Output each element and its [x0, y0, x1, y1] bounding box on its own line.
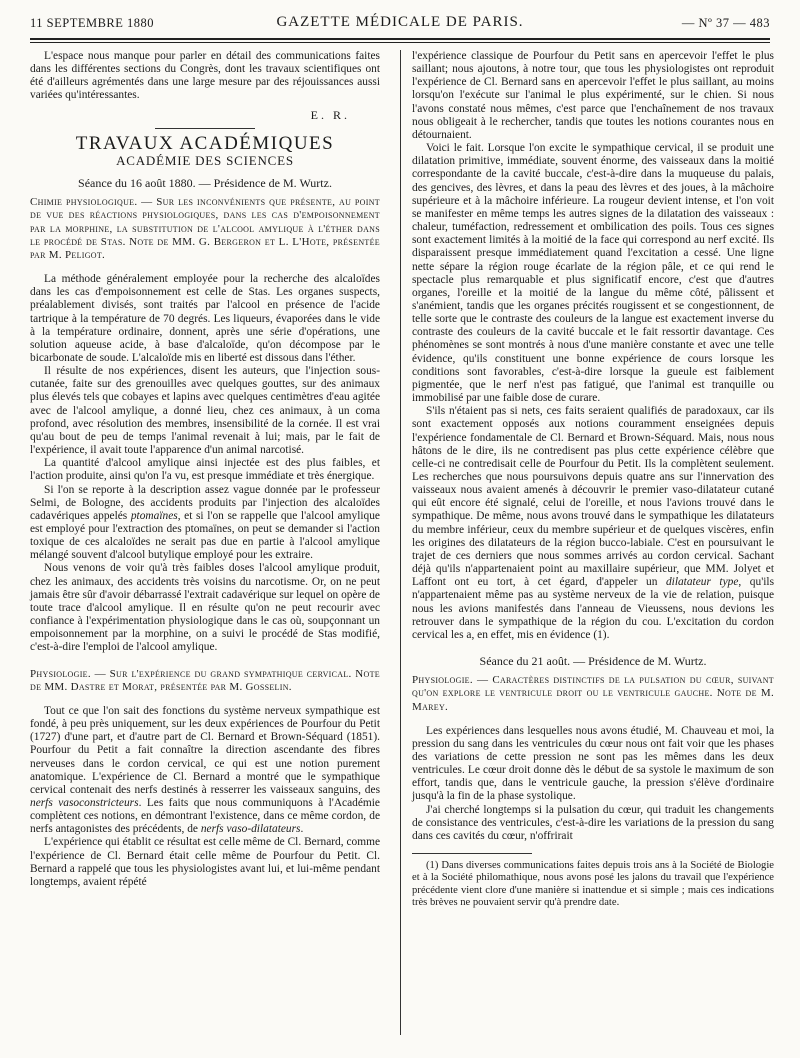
intro-paragraph: L'espace nous manque pour parler en détail des communications faites dans les différentes sections du Congrès, dont les travaux scientifiques ont été d'ailleurs agrémentés dans une large mesure par des réjouissances aussi variées qu'intéressantes. — [30, 50, 380, 102]
paragraph: Les expériences dans lesquelles nous avons étudié, M. Chauveau et moi, la pression du sang dans les ventricules du cœur nous ont fait voir que les phases des variations de cette pression ne sont pas les mêmes dans les deux ventricules. Le cœur droit donne dès le début de sa systole le maximum de son effort, tandis que, dans le ventricule gauche, la pression s'élève d'ordinaire jusqu'à la fin de la phase systolique. — [412, 724, 774, 803]
paragraph: La quantité d'alcool amylique ainsi injectée est des plus faibles, et l'action produite, ainsi qu'on l'a vu, est presque immédiate et très énergique. — [30, 457, 380, 483]
header-rule — [30, 38, 770, 40]
issue-date: 11 SEPTEMBRE 1880 — [30, 16, 155, 30]
paragraph: Nous venons de voir qu'à très faibles doses l'alcool amylique produit, chez les animaux, des accidents très voisins du narcotisme. Or, on ne peut jamais être sûr d'avoir débarrassé l'extrait cadavérique sur lequel on opère de toute trace d'alcool amylique. Il en résulte qu'on ne peut recourir avec confiance à l'expérimentation physiologique dans le cas où, soupçonnant un empoisonnement par la morphine, on a suivi le procédé de Stas modifié, c'est-à-dire l'emploi de l'alcool amylique. — [30, 562, 380, 654]
article-heading: Physiologie. — Sur l'expérience du grand sympathique cervical. Note de MM. Dastre et Morat, présentée par M. Gosselin. — [30, 667, 380, 693]
italic-term: nerfs vasoconstricteurs — [30, 796, 139, 809]
italic-term: dilatateur type — [665, 576, 739, 589]
italic-term: ptomaïnes — [130, 509, 178, 522]
author-signature: E. R. — [310, 107, 350, 122]
article-heading: Chimie physiologique. — Sur les inconvénients que présente, au point de vue des réactions physiologiques, dans les cas d'empoisonnement par la morphine, la substitution de l'alcool amylique à l'éther dans le procédé de Stas. Note de MM. G. Bergeron et L. L'Hote, présentée par M. Peligot. — [30, 196, 380, 261]
seance-heading: Séance du 21 août. — Présidence de M. Wurtz. — [479, 654, 707, 669]
paragraph: Tout ce que l'on sait des fonctions du système nerveux sympathique est fondé, à peu près uniquement, sur les deux expériences de Pourfour du Petit (1727) d'une part, et d'autre part de Cl. Bernard et Brown-Séquard (1851). Pourfour du Petit a fait connaître la direction ascendante des fibres nerveuses dans le cordon cervical, ce qui est une notion purement anatomique. L'expérience de Cl. Bernard a montré que le sympathique cervical contenait des nerfs destinés à resserrer les vaisseaux sanguins, des nerfs vasoconstricteurs. Les faits que nous communiquons à l'Académie complètent ces notions, en démontrant l'existence, dans ce même cordon, de nerfs antagonistes des précédents, de nerfs vaso-dilatateurs. — [30, 704, 380, 836]
paragraph: J'ai cherché longtemps si la pulsation du cœur, qui traduit les changements de consistance des ventricules, c'est-à-dire les variations de la pression du sang dans ces cavités du cœur, n'offrirait — [412, 803, 774, 842]
paragraph: La méthode généralement employée pour la recherche des alcaloïdes dans les cas d'empoisonnement est celle de Stas. Les organes suspects, préalablement divisés, sont traités par l'alcool en présence de l'acide tartrique à la température de 70 degrés. Les liqueurs, évaporées dans le vide à la température ordinaire, donnent, après une série d'opérations, une solution aqueuse acide, à base d'alcaloïde, qu'on décompose par le bicarbonate de soude. L'alcaloïde mis en liberté est dissous dans l'éther. — [30, 273, 380, 364]
issue-page-number: — Nº 37 — 483 — [681, 16, 770, 30]
left-column — [30, 50, 380, 889]
footnote: (1) Dans diverses communications faites depuis trois ans à la Société de Biologie et à la Société philomathique, nous avons posé les jalons du travail que l'expérience précédente vient clore d'une manière si inattendue et si simple ; mais ces indications très brèves ne pouvaient servir qu'à prendre date. — [412, 860, 774, 909]
section-title: TRAVAUX ACADÉMIQUES — [75, 132, 335, 154]
paragraph: L'expérience qui établit ce résultat est celle même de Cl. Bernard, comme l'expérience de Cl. Bernard était celle même de Pourfour du Petit. Cl. Bernard a rappelé que tous les physiologistes avant lui, et lui-même pendant longtemps, avaient répété — [30, 836, 380, 888]
right-column — [412, 50, 774, 910]
paragraph: Si l'on se reporte à la description assez vague donnée par le professeur Selmi, de Bologne, des accidents produits par l'injection des alcaloïdes cadavériques appelés ptomaïnes, et si l'on se rappelle que l'alcool amylique est employé pour l'extraction des ptomaïnes, on peut se demander si l'action toxique de ces alcaloïdes ne serait pas due en partie à l'alcool amylique mélangé souvent d'alcool butylique employé pour les extraire. — [30, 483, 380, 562]
journal-title: GAZETTE MÉDICALE DE PARIS. — [276, 14, 524, 30]
section-subtitle: ACADÉMIE DES SCIENCES — [116, 152, 294, 168]
italic-term: nerfs vaso-dilatateurs — [200, 823, 301, 836]
article-heading: Physiologie. — Caractères distinctifs de la pulsation du cœur, suivant qu'on explore le ventricule droit ou le ventricule gauche. Note de M. Marey. — [412, 674, 774, 713]
running-header — [30, 12, 770, 36]
seance-heading: Séance du 16 août 1880. — Présidence de M. Wurtz. — [78, 176, 332, 191]
section-divider — [155, 128, 255, 129]
footnote-rule — [412, 853, 532, 854]
column-divider — [400, 50, 401, 1035]
paragraph: l'expérience classique de Pourfour du Petit sans en apercevoir l'effet le plus saillant; nous ajoutons, à notre tour, que tous les physiologistes ont reproduit l'expérience de Cl. Bernard sans en apercevoir l'effet le plus saillant, au moins lorsqu'on l'exécute sur l'animal le plus expérimenté, sur le chien. Si nous l'avons constaté nous mêmes, c'est parce que l'enchaînement de nos travaux nous obligeait à le rechercher, tandis que toutes les notions courantes nous en détournaient. — [412, 50, 774, 141]
paragraph: Voici le fait. Lorsque l'on excite le sympathique cervical, il se produit une dilatation primitive, immédiate, souvent énorme, des vaisseaux dans la moitié correspondante de la cavité buccale, c'est-à-dire dans la muqueuse du palais, des gencives, des lèvres, et dans la peau des lèvres et des joues, à la mâchoire supérieure et à la mâchoire inférieure. La rougeur devient intense, et l'on voit se manifester en même temps les autres signes de la dilatation des vaisseaux : chaleur, tuméfaction, redressement et ombilication des poils. Tous ces signes sont exactement limités à la moitié de la face qui correspond au nerf excité. Ils disparaissent presque immédiatement quand l'excitation a cessé. Une ligne nette sépare la région rouge écarlate de la région pâle, et ce qui rend le spectacle plus remarquable et plus significatif encore, c'est que d'autres organes, l'oreille et la moitié de la langue du même côté, pâlissent et s'anémient, tandis que les organes précités rougissent et se congestionnent, de telle sorte que le contraste des couleurs de la langue est exactement inverse du contraste des couleurs de la cavité buccale et le fait ressortir davantage. Ces phénomènes se sont montrés à nous d'une manière constante et avec une telle évidence, qu'ils constituent une bonne expérience de cours lorsque les conditions sont favorables, c'est-à-dire lorsque la gueule est faiblement pigmentée, que le nerf n'est pas fatigué, que l'animal est tranquille ou immobilisé par une faible dose de curare. — [412, 142, 774, 405]
paragraph: S'ils n'étaient pas si nets, ces faits seraient qualifiés de paradoxaux, car ils sont exactement opposés aux notions couramment enseignées depuis l'expérience fondamentale de Cl. Bernard et Brown-Séquard. Mais, nous nous hâtons de le dire, ils ne contredisent pas plus cette expérience célèbre que celle-ci ne contredisait celle de Pourfour du Petit. Ils la complètent seulement. Les recherches que nous poursuivons depuis quatre ans sur l'innervation des vaisseaux nous avaient amenés à découvrir le premier vaso-dilatateur cutané qui eût encore été signalé, celui de l'oreille, et nous l'avions trouvé dans le sympathique. De même, nous avons trouvé dans le sympathique les dilatateurs du membre inférieur, ceux du membre supérieur et de quelques viscères, enfin les origines des dilatateurs de la région bucco-labiale. C'est en poursuivant le trajet de ces derniers que nous sommes arrivés au cordon cervical. Sachant déjà qu'ils n'appartenaient point au maxillaire supérieur, que MM. Jolyet et Laffont ont eu tort, à cet égard, d'appeler un dilatateur type, qu'ils n'appartenaient même pas au système nerveux de la vie de relation, puisque nous les avions manifestés dans l'anneau de Vieussens, nous devions les retrouver dans le sympathique de la région du cou. L'excitation du cordon cervical les a, en effet, mis en évidence (1). — [412, 405, 775, 641]
paragraph: Il résulte de nos expériences, disent les auteurs, que l'injection sous-cutanée, faite sur des grenouilles avec quelques gouttes, sur des animaux plus élevés tels que cobayes et lapins avec quelques centimètres d'eau agitée avec de l'alcool amylique, a donné lieu, chez ces animaux, à un coma profond, avec résolution des membres, insensibilité de la cornée. Il est vrai qu'au bout de peu de temps l'animal revenait à lui; mais, par le fait de l'expérience, il avait toute l'apparence d'un animal narcotisé. — [30, 365, 380, 457]
header-rule-thin — [30, 42, 770, 43]
